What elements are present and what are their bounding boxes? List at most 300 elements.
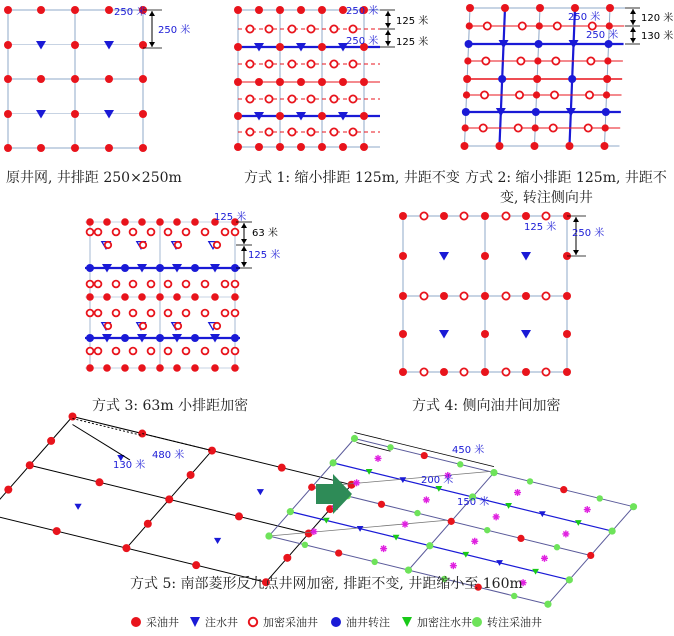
injection-triangle bbox=[439, 252, 449, 261]
legend-item-oil-well bbox=[130, 614, 179, 630]
well-dot bbox=[192, 561, 200, 569]
dimension-arrow bbox=[73, 425, 131, 461]
infill-well-ring bbox=[165, 348, 172, 355]
well-dot bbox=[105, 6, 113, 14]
infill-well-ring bbox=[502, 212, 509, 219]
red-dot-icon bbox=[130, 616, 142, 628]
well-dot bbox=[86, 364, 94, 372]
well-dot bbox=[53, 527, 61, 535]
well-dot bbox=[71, 6, 79, 14]
dimension-label: 125 米 bbox=[524, 222, 557, 233]
well-dot bbox=[71, 110, 79, 118]
well-dot bbox=[457, 461, 463, 467]
infill-well-ring bbox=[307, 95, 314, 102]
infill-well-ring bbox=[130, 229, 137, 236]
injection-triangle bbox=[214, 538, 221, 544]
infill-well-ring bbox=[587, 57, 594, 64]
well-dot bbox=[371, 559, 377, 565]
well-dot bbox=[532, 108, 540, 116]
well-dot bbox=[37, 75, 45, 83]
well-dot bbox=[534, 57, 541, 64]
infill-well-ring bbox=[95, 310, 102, 317]
well-dot bbox=[630, 503, 637, 510]
arrowhead-icon bbox=[573, 250, 579, 255]
well-dot bbox=[426, 542, 433, 549]
infill-well-ring bbox=[554, 22, 561, 29]
infill-well-ring bbox=[460, 368, 467, 375]
infill-well-ring bbox=[87, 348, 94, 355]
well-dot bbox=[4, 110, 12, 118]
infill-well-ring bbox=[113, 310, 120, 317]
injection-triangle bbox=[439, 330, 449, 339]
infill-well-ring bbox=[349, 25, 356, 32]
well-dot bbox=[283, 554, 291, 562]
dimension-label: 63 米 bbox=[252, 228, 278, 239]
infill-well-ring bbox=[222, 310, 229, 317]
well-dot bbox=[339, 78, 347, 86]
well-dot bbox=[71, 144, 79, 152]
well-dot bbox=[191, 293, 199, 301]
dimension-label: 130 米 bbox=[641, 31, 674, 42]
arrowhead-icon bbox=[385, 30, 391, 35]
well-dot bbox=[360, 143, 368, 151]
well-dot bbox=[276, 112, 284, 120]
well-dot bbox=[603, 91, 610, 98]
well-dot bbox=[37, 6, 45, 14]
well-dot bbox=[287, 508, 294, 515]
dimension-label: 250 米 bbox=[586, 30, 619, 41]
infill-well-ring bbox=[550, 124, 557, 131]
infill-well-ring bbox=[288, 25, 295, 32]
well-dot bbox=[156, 218, 164, 226]
legend-item-infill-injection-well bbox=[401, 614, 472, 630]
infill-well-ring bbox=[140, 242, 146, 248]
caption-original: 原井网, 井排距 250×250m bbox=[6, 170, 182, 186]
well-dot bbox=[554, 544, 560, 550]
infill-well-ring bbox=[165, 310, 172, 317]
well-dot bbox=[606, 22, 613, 29]
infill-well-ring bbox=[288, 95, 295, 102]
well-dot bbox=[517, 535, 524, 542]
dimension-label: 125 米 bbox=[396, 16, 429, 27]
well-dot bbox=[600, 142, 608, 150]
well-dot bbox=[173, 364, 181, 372]
infill-well-ring bbox=[214, 242, 220, 248]
well-dot bbox=[121, 293, 129, 301]
injection-triangle bbox=[36, 41, 46, 50]
infill-well-ring bbox=[502, 368, 509, 375]
well-dot bbox=[563, 368, 571, 376]
arrowhead-icon bbox=[241, 223, 247, 228]
well-dot bbox=[465, 40, 473, 48]
infill-well-ring bbox=[214, 323, 220, 329]
well-dot bbox=[231, 334, 239, 342]
well-dot bbox=[495, 142, 503, 150]
caption-method4: 方式 4: 侧向油井间加密 bbox=[412, 398, 561, 414]
well-dot bbox=[460, 142, 468, 150]
infill-well-ring bbox=[482, 57, 489, 64]
green-triangle-icon bbox=[401, 616, 413, 628]
infill-well-ring bbox=[288, 128, 295, 135]
well-dot bbox=[604, 57, 611, 64]
grid-line bbox=[0, 417, 72, 515]
well-dot bbox=[335, 549, 342, 556]
infill-well-ring bbox=[175, 323, 181, 329]
well-dot bbox=[105, 144, 113, 152]
infill-well-ring bbox=[165, 281, 172, 288]
infill-well-ring bbox=[148, 348, 155, 355]
well-dot bbox=[522, 368, 530, 376]
red-ring-icon bbox=[247, 616, 259, 628]
well-dot bbox=[139, 144, 147, 152]
well-dot bbox=[568, 75, 576, 83]
well-dot bbox=[544, 601, 551, 608]
well-dot bbox=[4, 75, 12, 83]
infill-well-ring bbox=[130, 348, 137, 355]
infill-well-ring bbox=[232, 310, 239, 317]
infill-well-ring bbox=[202, 348, 209, 355]
injection-triangle bbox=[104, 110, 114, 119]
infill-well-ring bbox=[480, 124, 487, 131]
infill-well-ring bbox=[349, 95, 356, 102]
well-dot bbox=[421, 452, 428, 459]
well-dot bbox=[191, 218, 199, 226]
legend-label: 加密采油井 bbox=[263, 616, 318, 629]
well-dot bbox=[121, 364, 129, 372]
well-dot bbox=[4, 486, 12, 494]
panel-method1-grid bbox=[234, 4, 428, 151]
infill-well-ring bbox=[183, 310, 190, 317]
infill-well-ring bbox=[265, 60, 272, 67]
legend-label: 加密注水井 bbox=[417, 616, 472, 629]
infill-well-ring bbox=[589, 22, 596, 29]
injection-triangle bbox=[104, 41, 114, 50]
arrowhead-icon bbox=[149, 11, 155, 16]
infill-well-ring bbox=[165, 229, 172, 236]
well-dot bbox=[360, 78, 368, 86]
arrowhead-icon bbox=[385, 11, 391, 16]
well-dot bbox=[138, 293, 146, 301]
well-dot bbox=[399, 368, 407, 376]
arrowhead-icon bbox=[630, 20, 636, 25]
injection-triangle bbox=[36, 110, 46, 119]
infill-well-ring bbox=[232, 281, 239, 288]
arrowhead-icon bbox=[149, 42, 155, 47]
well-dot bbox=[4, 41, 12, 49]
infill-well-ring bbox=[349, 60, 356, 67]
panel-method3-grid bbox=[85, 210, 280, 372]
well-dot bbox=[330, 459, 337, 466]
dimension-label: 250 米 bbox=[346, 6, 379, 17]
infill-well-ring bbox=[95, 229, 102, 236]
well-dot bbox=[308, 484, 315, 491]
infill-well-ring bbox=[552, 57, 559, 64]
well-dot bbox=[339, 143, 347, 151]
dimension-label: 250 米 bbox=[114, 7, 147, 18]
caption-method1: 方式 1: 缩小排距 125m, 井距不变 bbox=[244, 170, 460, 186]
well-dot bbox=[351, 435, 358, 442]
dimension-label: 450 米 bbox=[452, 445, 485, 456]
well-dot bbox=[4, 144, 12, 152]
well-dot bbox=[297, 6, 305, 14]
infill-well-ring bbox=[517, 57, 524, 64]
well-dot bbox=[606, 4, 614, 12]
infill-well-ring bbox=[113, 229, 120, 236]
well-dot bbox=[138, 364, 146, 372]
infill-well-ring bbox=[246, 128, 253, 135]
well-dot bbox=[191, 334, 199, 342]
legend-item-injection-well bbox=[189, 614, 238, 630]
well-dot bbox=[156, 264, 164, 272]
well-dot bbox=[609, 527, 616, 534]
legend-item-converted-oil-well bbox=[330, 614, 390, 630]
well-dot bbox=[533, 75, 541, 83]
well-dot bbox=[318, 143, 326, 151]
infill-well-ring bbox=[330, 25, 337, 32]
infill-well-ring bbox=[420, 368, 427, 375]
infill-well-ring bbox=[246, 95, 253, 102]
caption-method2-line2: 变, 转注侧向井 bbox=[500, 190, 593, 206]
arrowhead-icon bbox=[385, 23, 391, 28]
well-dot bbox=[191, 264, 199, 272]
well-dot bbox=[234, 143, 242, 151]
legend-label: 油井转注 bbox=[346, 616, 390, 629]
well-dot bbox=[490, 469, 497, 476]
well-dot bbox=[173, 293, 181, 301]
infill-well-ring bbox=[288, 60, 295, 67]
infill-well-ring bbox=[265, 128, 272, 135]
well-dot bbox=[95, 478, 103, 486]
well-dot bbox=[399, 330, 407, 338]
well-dot bbox=[522, 292, 530, 300]
infill-well-ring bbox=[542, 292, 549, 299]
infill-well-ring bbox=[140, 323, 146, 329]
well-dot bbox=[173, 218, 181, 226]
panel-method2-grid bbox=[460, 4, 673, 150]
well-dot bbox=[255, 6, 263, 14]
infill-well-ring bbox=[130, 310, 137, 317]
well-dot bbox=[414, 510, 420, 516]
well-dot bbox=[463, 91, 470, 98]
well-dot bbox=[156, 364, 164, 372]
infill-well-ring bbox=[113, 281, 120, 288]
well-dot bbox=[462, 108, 470, 116]
legend-item-converted-producer bbox=[471, 614, 542, 630]
infill-well-ring bbox=[87, 310, 94, 317]
right-arrow-shape bbox=[316, 474, 352, 514]
well-dot bbox=[399, 212, 407, 220]
well-dot bbox=[527, 478, 533, 484]
well-dot bbox=[603, 75, 611, 83]
infill-well-ring bbox=[585, 124, 592, 131]
infill-well-ring bbox=[183, 281, 190, 288]
well-dot bbox=[144, 520, 152, 528]
well-dot bbox=[234, 43, 242, 51]
infill-well-ring bbox=[148, 310, 155, 317]
dimension-label: 125 米 bbox=[248, 250, 281, 261]
well-dot bbox=[532, 124, 539, 131]
infill-well-ring bbox=[330, 128, 337, 135]
well-dot bbox=[235, 512, 243, 520]
well-dot bbox=[139, 75, 147, 83]
well-dot bbox=[533, 91, 540, 98]
well-dot bbox=[440, 292, 448, 300]
legend-label: 转注采油井 bbox=[487, 616, 542, 629]
well-dot bbox=[522, 212, 530, 220]
well-dot bbox=[156, 334, 164, 342]
well-dot bbox=[211, 364, 219, 372]
well-dot bbox=[265, 532, 272, 539]
well-dot bbox=[121, 334, 129, 342]
well-dot bbox=[360, 112, 368, 120]
well-dot bbox=[231, 293, 239, 301]
legend-item-infill-oil-well bbox=[247, 614, 318, 630]
well-dot bbox=[399, 252, 407, 260]
well-dot bbox=[318, 112, 326, 120]
arrowhead-icon bbox=[241, 246, 247, 251]
well-dot bbox=[481, 212, 489, 220]
well-dot bbox=[440, 368, 448, 376]
well-dot bbox=[378, 501, 385, 508]
legend-label: 采油井 bbox=[146, 616, 179, 629]
dimension-label: 150 米 bbox=[457, 497, 490, 508]
well-dot bbox=[602, 108, 610, 116]
well-dot bbox=[139, 110, 147, 118]
well-dot bbox=[121, 264, 129, 272]
infill-well-ring bbox=[481, 91, 488, 98]
well-dot bbox=[481, 292, 489, 300]
well-dot bbox=[484, 527, 490, 533]
well-dot bbox=[4, 6, 12, 14]
well-dot bbox=[71, 75, 79, 83]
well-dot bbox=[211, 293, 219, 301]
well-dot bbox=[234, 6, 242, 14]
arrowhead-icon bbox=[630, 38, 636, 43]
panel-method4-grid bbox=[399, 212, 604, 376]
infill-well-ring bbox=[516, 91, 523, 98]
injection-triangle bbox=[521, 330, 531, 339]
well-dot bbox=[535, 40, 543, 48]
well-dot bbox=[571, 4, 579, 12]
well-dot bbox=[565, 142, 573, 150]
arrowhead-icon bbox=[573, 217, 579, 222]
well-dot bbox=[69, 413, 77, 421]
infill-well-ring bbox=[265, 25, 272, 32]
infill-well-ring bbox=[542, 368, 549, 375]
infill-well-ring bbox=[105, 242, 111, 248]
infill-well-ring bbox=[265, 95, 272, 102]
well-dot bbox=[466, 22, 473, 29]
infill-well-ring bbox=[484, 22, 491, 29]
well-dot bbox=[399, 292, 407, 300]
infill-well-ring bbox=[232, 348, 239, 355]
well-dot bbox=[26, 461, 34, 469]
arrowhead-icon bbox=[630, 27, 636, 32]
infill-well-ring bbox=[87, 229, 94, 236]
infill-well-ring bbox=[246, 60, 253, 67]
well-dot bbox=[138, 218, 146, 226]
legend-label: 注水井 bbox=[205, 616, 238, 629]
well-dot bbox=[191, 364, 199, 372]
infill-well-ring bbox=[222, 229, 229, 236]
well-dot bbox=[156, 293, 164, 301]
infill-well-ring bbox=[202, 310, 209, 317]
well-dot bbox=[560, 486, 567, 493]
infill-well-ring bbox=[202, 281, 209, 288]
well-dot bbox=[511, 593, 517, 599]
green-dot-icon bbox=[471, 616, 483, 628]
infill-well-ring bbox=[105, 323, 111, 329]
well-dot bbox=[318, 43, 326, 51]
well-dot bbox=[47, 437, 55, 445]
infill-well-ring bbox=[460, 212, 467, 219]
infill-well-ring bbox=[330, 95, 337, 102]
dimension-label: 125 米 bbox=[214, 212, 247, 223]
infill-well-ring bbox=[420, 292, 427, 299]
well-dot bbox=[276, 6, 284, 14]
infill-well-ring bbox=[113, 348, 120, 355]
infill-well-ring bbox=[222, 348, 229, 355]
well-dot bbox=[86, 293, 94, 301]
well-dot bbox=[462, 124, 469, 131]
well-dot bbox=[605, 40, 613, 48]
infill-well-ring bbox=[175, 242, 181, 248]
infill-well-ring bbox=[130, 281, 137, 288]
infill-well-ring bbox=[586, 91, 593, 98]
well-dot bbox=[387, 444, 393, 450]
transition-arrow-icon bbox=[316, 474, 352, 514]
injection-triangle bbox=[257, 489, 264, 495]
well-dot bbox=[602, 124, 609, 131]
arrowhead-icon bbox=[241, 239, 247, 244]
caption-method2-line1: 方式 2: 缩小排距 125m, 井距不 bbox=[465, 170, 667, 186]
infill-well-ring bbox=[519, 22, 526, 29]
infill-well-ring bbox=[420, 212, 427, 219]
infill-well-ring bbox=[349, 128, 356, 135]
infill-well-ring bbox=[542, 212, 549, 219]
injection-triangle bbox=[74, 504, 81, 510]
caption-method5: 方式 5: 南部菱形反九点井网加密, 排距不变, 井距缩小至 160m bbox=[130, 576, 523, 592]
dimension-arrow bbox=[357, 443, 391, 452]
injection-triangle bbox=[521, 252, 531, 261]
infill-well-ring bbox=[515, 124, 522, 131]
dimension-label: 130 米 bbox=[113, 460, 146, 471]
well-dot bbox=[255, 78, 263, 86]
dimension-arrow bbox=[73, 419, 143, 436]
blue-triangle-icon bbox=[189, 616, 201, 628]
dimension-label: 250 米 bbox=[572, 228, 605, 239]
well-dot bbox=[71, 41, 79, 49]
infill-well-ring bbox=[502, 292, 509, 299]
arrowhead-icon bbox=[241, 262, 247, 267]
well-dot bbox=[103, 293, 111, 301]
arrowhead-icon bbox=[630, 9, 636, 14]
well-dot bbox=[103, 364, 111, 372]
grid-line bbox=[0, 514, 266, 582]
infill-well-ring bbox=[183, 229, 190, 236]
well-dot bbox=[481, 252, 489, 260]
well-dot bbox=[103, 218, 111, 226]
well-dot bbox=[498, 75, 506, 83]
well-dot bbox=[37, 144, 45, 152]
well-dot bbox=[318, 78, 326, 86]
well-dot bbox=[464, 57, 471, 64]
well-dot bbox=[86, 264, 94, 272]
well-dot bbox=[536, 22, 543, 29]
well-dot bbox=[187, 471, 195, 479]
well-dot bbox=[105, 75, 113, 83]
well-dot bbox=[481, 368, 489, 376]
